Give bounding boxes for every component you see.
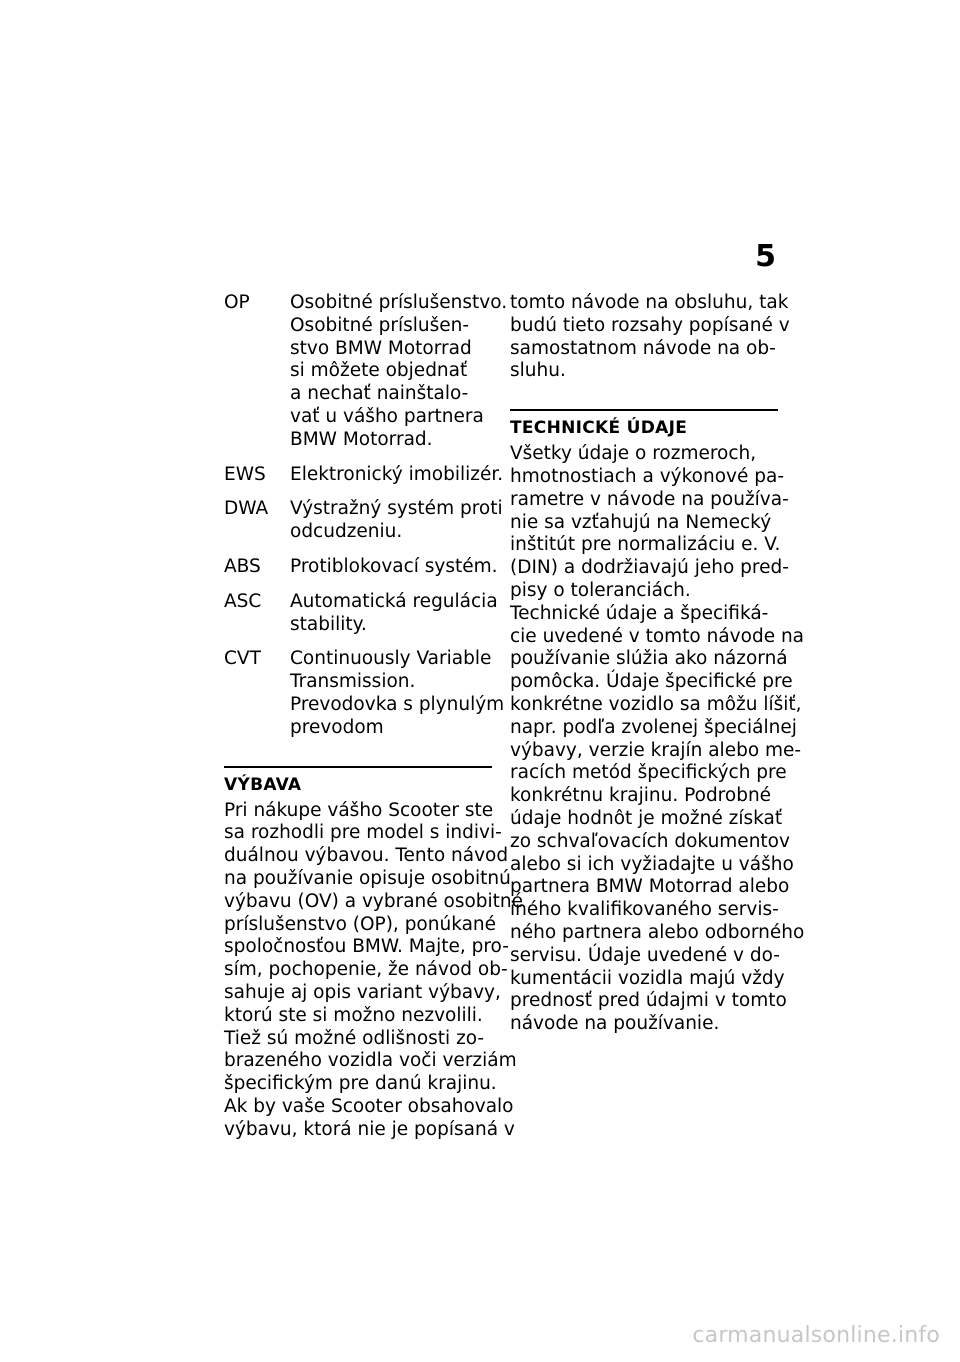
text-line: Prevodovka s plynulým — [290, 693, 505, 715]
text-line: ného partnera alebo odborného — [510, 921, 805, 943]
left-column — [224, 292, 524, 1142]
text-line: Osobitné príslušenstvo. — [290, 292, 508, 313]
text-line: stvo BMW Motorrad — [290, 337, 472, 359]
vybava-paragraph — [224, 799, 524, 1142]
continuation-paragraph — [510, 292, 790, 383]
page-number: 5 — [755, 239, 776, 274]
text-line: brazeného vozidla voči verziám — [224, 1050, 517, 1072]
text-line: Automatická regulácia — [290, 590, 498, 612]
text-line: ktorú ste si možno nezvolili. — [224, 1004, 483, 1026]
abbreviation-definition — [290, 464, 503, 487]
text-line: alebo si ich vyžiadajte u vášho — [510, 853, 794, 875]
abbreviation-item — [224, 555, 498, 579]
text-line: tomto návode na obsluhu, tak — [510, 292, 789, 313]
abbreviation-definition — [290, 648, 504, 739]
text-line: Osobitné príslušen- — [290, 314, 470, 336]
text-line: sím, pochopenie, že návod ob- — [224, 959, 508, 981]
abbreviation-item — [224, 292, 508, 452]
text-line: Transmission. — [290, 671, 416, 693]
text-line: Tiež sú možné odlišnosti zo- — [224, 1027, 485, 1049]
text-line: sluhu. — [510, 360, 566, 382]
text-line: údaje hodnôt je možné získať — [510, 807, 783, 829]
text-line: a nechať nainštalo- — [290, 383, 469, 405]
abbreviation-term: OP — [224, 292, 250, 313]
text-line: si môžete objednať — [290, 360, 468, 382]
section-divider — [224, 766, 492, 768]
text-line: konkrétne vozidlo sa môžu líšiť, — [510, 693, 802, 715]
text-line: hmotnostiach a výkonové pa- — [510, 465, 785, 487]
abbreviation-item — [224, 463, 504, 487]
section-title-vybava: VÝBAVA — [224, 774, 302, 795]
text-line: vať u vášho partnera — [290, 405, 484, 427]
text-line: inštitút pre normalizáciu e. V. — [510, 534, 781, 556]
abbreviation-term: DWA — [224, 498, 269, 520]
text-line: (DIN) a dodržiavajú jeho pred- — [510, 557, 789, 579]
text-line: prednosť pred údajmi v tomto — [510, 990, 787, 1012]
abbreviation-term: EWS — [224, 463, 266, 485]
abbreviation-item — [224, 498, 503, 544]
text-line: Výstražný systém proti — [290, 498, 503, 520]
text-line: nie sa vzťahujú na Nemecký — [510, 511, 772, 533]
text-line: partnera BMW Motorrad alebo — [510, 876, 790, 898]
text-line: návode na používanie. — [510, 1013, 720, 1035]
text-line: na používanie opisuje osobitnú — [224, 867, 511, 889]
text-line: používanie slúžia ako názorná — [510, 648, 788, 670]
abbreviation-item — [224, 648, 505, 739]
text-line: racích metód špecifických pre — [510, 762, 787, 784]
text-line: spoločnosťou BMW. Majte, pro- — [224, 936, 509, 958]
text-line: Ak by vaše Scooter obsahovalo — [224, 1095, 514, 1117]
text-line: Všetky údaje o rozmeroch, — [510, 443, 757, 465]
abbreviation-term: ABS — [224, 555, 261, 577]
abbreviation-definition — [290, 591, 498, 637]
text-line: iného kvalifikovaného servis- — [510, 899, 779, 921]
text-line: Pri nákupe vášho Scooter ste — [224, 799, 494, 821]
abbreviation-definition — [290, 292, 507, 452]
text-line: špecifickým pre danú krajinu. — [224, 1073, 497, 1095]
watermark-link[interactable]: carmanualsonline.info — [692, 1323, 940, 1348]
text-line: kumentácii vozidla majú vždy — [510, 967, 785, 989]
section-divider — [510, 409, 778, 411]
text-line: výbavu, ktorá nie je popísaná v — [224, 1118, 515, 1140]
abbreviation-definition — [290, 556, 498, 579]
text-line: pomôcka. Údaje špecifické pre — [510, 671, 793, 693]
text-line: príslušenstvo (OP), ponúkané — [224, 913, 497, 935]
text-line: rametre v návode na používa- — [510, 488, 789, 510]
technicke-udaje-paragraph — [510, 443, 805, 1036]
text-line: Protiblokovací systém. — [290, 555, 498, 577]
text-line: servisu. Údaje uvedené v do- — [510, 944, 780, 966]
text-line: stability. — [290, 613, 367, 635]
right-column — [510, 292, 805, 1036]
section-title-technicke-udaje: TECHNICKÉ ÚDAJE — [510, 418, 688, 439]
abbreviation-item — [224, 590, 498, 637]
text-line: odcudzeniu. — [290, 521, 403, 543]
text-line: BMW Motorrad. — [290, 428, 433, 450]
abbreviation-list — [224, 292, 508, 740]
text-line: konkrétnu krajinu. Podrobné — [510, 785, 772, 807]
text-line: sa rozhodli pre model s indivi- — [224, 822, 502, 844]
text-line: výbavy, verzie krajín alebo me- — [510, 739, 802, 761]
text-line: výbavu (OV) a vybrané osobitné — [224, 890, 524, 912]
text-line: Technické údaje a špecifiká- — [510, 602, 769, 624]
text-line: sahuje aj opis variant výbavy, — [224, 981, 501, 1003]
text-line: Elektronický imobilizér. — [290, 463, 504, 485]
text-line: budú tieto rozsahy popísané v — [510, 314, 790, 336]
text-line: napr. podľa zvolenej špeciálnej — [510, 716, 797, 738]
text-line: zo schvaľovacích dokumentov — [510, 830, 790, 852]
text-line: pisy o toleranciách. — [510, 579, 691, 601]
abbreviation-definition — [290, 498, 503, 544]
text-line: samostatnom návode na ob- — [510, 337, 776, 359]
text-line: prevodom — [290, 716, 384, 738]
text-line: duálnou výbavou. Tento návod — [224, 845, 509, 867]
abbreviation-term: CVT — [224, 648, 261, 670]
text-line: Continuously Variable — [290, 648, 492, 670]
text-line: cie uvedené v tomto návode na — [510, 625, 805, 647]
abbreviation-term: ASC — [224, 590, 262, 612]
